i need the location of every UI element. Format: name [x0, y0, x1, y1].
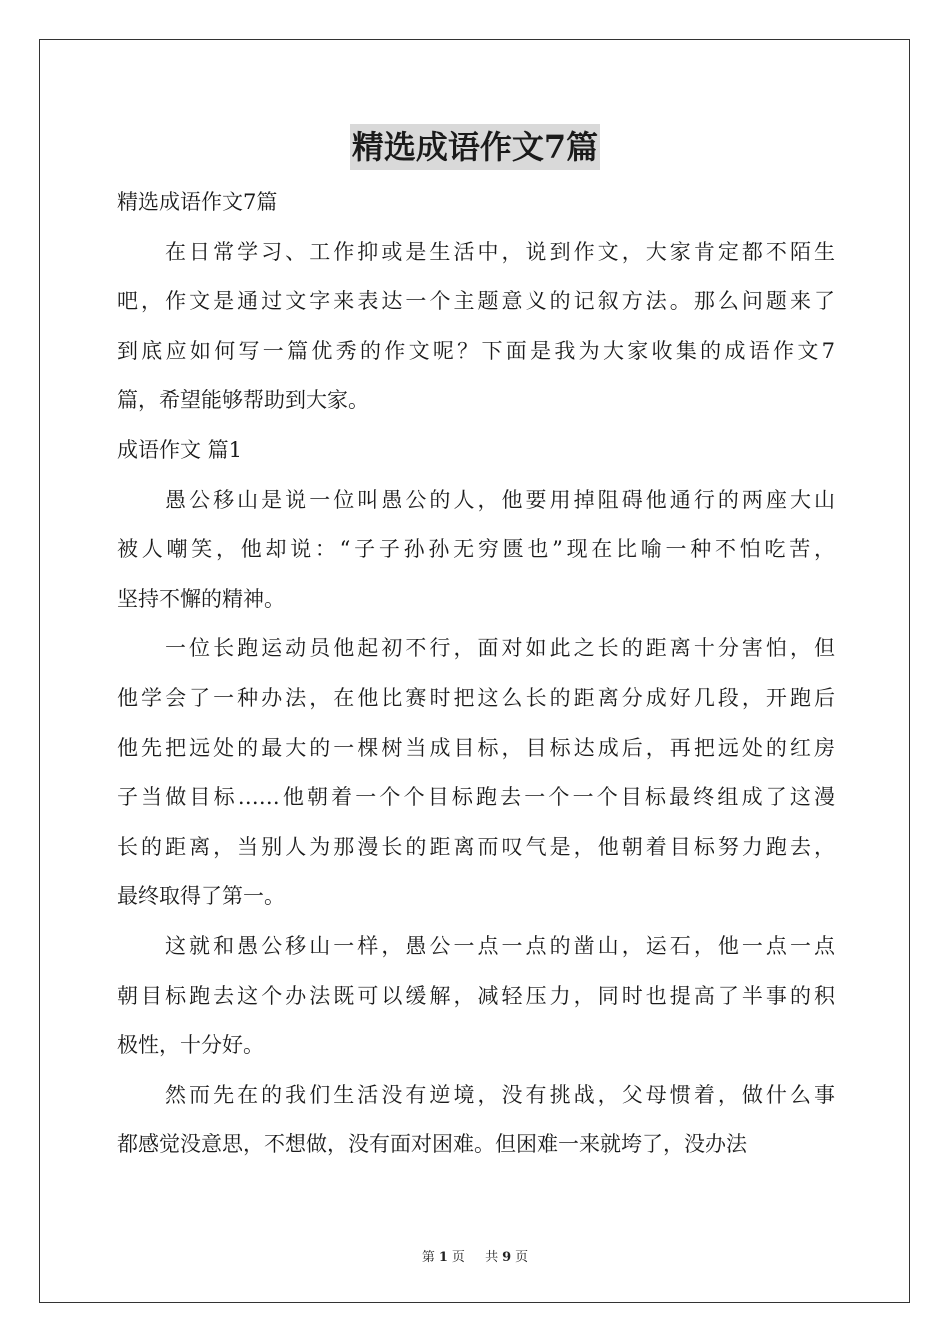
document-subtitle: 精选成语作文7篇 [117, 190, 278, 214]
paragraph-line: 这就和愚公移山一样，愚公一点一点的凿山，运石，他一点一点 [165, 933, 835, 958]
paragraph [117, 922, 835, 1071]
paragraph-line: 长的距离，当别人为那漫长的距离而叹气是，他朝着目标努力跑去， [117, 834, 835, 859]
page-prefix: 第 [421, 1250, 435, 1265]
title-area [0, 124, 950, 170]
paragraph-line: 然而先在的我们生活没有逆境，没有挑战，父母惯着，做什么事 [165, 1082, 835, 1107]
heading-text: 成语作文 篇1 [117, 437, 243, 462]
paragraph [117, 476, 835, 625]
paragraph-line: 子当做目标……他朝着一个个目标跑去一个一个目标最终组成了这漫 [117, 785, 835, 810]
document-body [117, 178, 835, 1170]
total-prefix: 共 [485, 1250, 499, 1265]
paragraph-line: 极性，十分好。 [117, 1033, 264, 1058]
paragraph-line: 他学会了一种办法，在他比赛时把这么长的距离分成好几段，开跑后 [117, 685, 835, 710]
page-total [481, 1250, 532, 1265]
page-number [418, 1250, 469, 1265]
paragraph-line: 愚公移山是说一位叫愚公的人，他要用掉阻碍他通行的两座大山 [165, 487, 835, 512]
paragraph-line: 坚持不懈的精神。 [117, 586, 285, 611]
paragraph-line: 在日常学习、工作抑或是生活中，说到作文，大家肯定都不陌生 [165, 239, 835, 264]
paragraph-line: 篇，希望能够帮助到大家。 [117, 388, 369, 413]
paragraph [117, 228, 835, 426]
total-count: 9 [502, 1250, 512, 1265]
paragraph-line: 到底应如何写一篇优秀的作文呢？下面是我为大家收集的成语作文7 [117, 338, 835, 363]
page-footer [0, 1246, 950, 1265]
paragraph-line: 朝目标跑去这个办法既可以缓解，减轻压力，同时也提高了半事的积 [117, 983, 835, 1008]
page-unit: 页 [451, 1250, 465, 1265]
paragraph-line: 他先把远处的最大的一棵树当成目标，目标达成后，再把远处的红房 [117, 735, 835, 760]
paragraph [117, 1071, 835, 1170]
paragraph-line: 一位长跑运动员他起初不行，面对如此之长的距离十分害怕，但 [165, 636, 835, 661]
page-current: 1 [438, 1250, 448, 1265]
paragraph-line: 吧，作文是通过文字来表达一个主题意义的记叙方法。那么问题来了 [117, 289, 835, 314]
paragraph-line: 被人嘲笑，他却说：“子子孙孙无穷匮也”现在比喻一种不怕吃苦， [117, 537, 835, 562]
paragraph-line: 最终取得了第一。 [117, 884, 285, 909]
section-heading [117, 426, 835, 476]
total-unit: 页 [515, 1250, 529, 1265]
paragraph-line: 都感觉没意思，不想做，没有面对困难。但困难一来就垮了，没办法 [117, 1132, 747, 1157]
document-title: 精选成语作文7篇 [350, 124, 600, 170]
paragraph [117, 624, 835, 922]
